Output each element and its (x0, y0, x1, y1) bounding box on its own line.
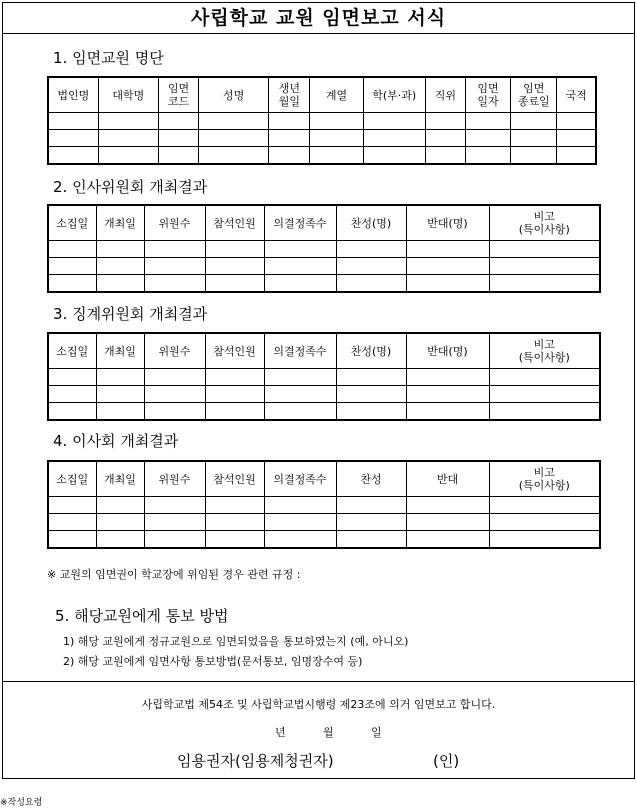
column-header: 학(부·과) (363, 77, 425, 113)
column-header: 비고 (특이사항) (489, 333, 600, 369)
column-header: 찬성 (336, 461, 406, 497)
table-row (48, 386, 600, 403)
table-cell[interactable] (363, 147, 425, 165)
notification-item-2: 2) 해당 교원에게 임면사항 통보방법(문서통보, 임명장수여 등) (63, 655, 363, 668)
table-cell[interactable] (144, 241, 205, 258)
table-cell[interactable] (406, 386, 489, 403)
footnote: ※작성요령 (0, 798, 43, 808)
table-cell[interactable] (336, 369, 406, 386)
table-cell[interactable] (264, 497, 336, 514)
table-cell[interactable] (489, 275, 600, 293)
table-cell[interactable] (336, 241, 406, 258)
table-cell[interactable] (48, 130, 98, 147)
table-row (48, 275, 600, 293)
table-cell[interactable] (144, 275, 205, 293)
table-cell[interactable] (336, 497, 406, 514)
column-header: 의결정족수 (264, 205, 336, 241)
table-cell[interactable] (48, 386, 96, 403)
column-header: 생년 월일 (269, 77, 310, 113)
table-cell[interactable] (264, 386, 336, 403)
report-footer (3, 681, 634, 779)
table-cell[interactable] (158, 113, 198, 130)
table-cell[interactable] (489, 403, 600, 421)
table-cell[interactable] (96, 258, 144, 275)
table-cell[interactable] (144, 369, 205, 386)
table-cell[interactable] (336, 514, 406, 531)
table-cell[interactable] (511, 147, 557, 165)
appointer-label: 임용권자(임용제청권자) (177, 752, 334, 770)
table-cell[interactable] (48, 497, 96, 514)
table-cell[interactable] (336, 386, 406, 403)
table-cell[interactable] (406, 275, 489, 293)
table-cell[interactable] (336, 275, 406, 293)
table-cell[interactable] (336, 403, 406, 421)
table-cell[interactable] (310, 147, 363, 165)
table-cell[interactable] (406, 369, 489, 386)
table-cell[interactable] (264, 258, 336, 275)
table-cell[interactable] (425, 113, 465, 130)
table-cell[interactable] (310, 130, 363, 147)
table-row (48, 130, 596, 147)
column-header: 국적 (557, 77, 596, 113)
table-cell[interactable] (557, 147, 596, 165)
table-cell[interactable] (425, 147, 465, 165)
column-header: 의결정족수 (264, 461, 336, 497)
table-row (48, 531, 600, 549)
table-cell[interactable] (199, 113, 269, 130)
table-row (48, 241, 600, 258)
table-cell[interactable] (144, 386, 205, 403)
table-cell[interactable] (96, 531, 144, 549)
table-cell[interactable] (465, 147, 510, 165)
table-cell[interactable] (144, 497, 205, 514)
table-cell[interactable] (98, 113, 158, 130)
table-cell[interactable] (269, 113, 310, 130)
column-header: 법인명 (48, 77, 98, 113)
table-cell[interactable] (48, 369, 96, 386)
section1-heading: 1. 임면교원 명단 (53, 49, 164, 67)
table-cell[interactable] (557, 113, 596, 130)
table-cell[interactable] (205, 403, 264, 421)
table-cell[interactable] (199, 130, 269, 147)
disciplinary-committee-table (47, 332, 601, 421)
personnel-committee-table (47, 204, 601, 293)
column-header: 의결정족수 (264, 333, 336, 369)
seal-label: (인) (433, 752, 460, 770)
column-header: 소집일 (48, 333, 96, 369)
table-cell[interactable] (425, 130, 465, 147)
table-cell[interactable] (406, 258, 489, 275)
table-cell[interactable] (511, 130, 557, 147)
table-cell[interactable] (511, 113, 557, 130)
table-row (48, 147, 596, 165)
table-cell[interactable] (98, 147, 158, 165)
table-cell[interactable] (158, 130, 198, 147)
table-cell[interactable] (205, 386, 264, 403)
table-cell[interactable] (144, 531, 205, 549)
column-header: 참석인원 (205, 461, 264, 497)
table-cell[interactable] (406, 514, 489, 531)
notification-item-1: 1) 해당 교원에게 정규교원으로 임면되었음을 통보하였는지 (예, 아니오) (63, 635, 409, 648)
table-cell[interactable] (310, 113, 363, 130)
table-cell[interactable] (336, 258, 406, 275)
table-cell[interactable] (264, 275, 336, 293)
column-header: 참석인원 (205, 205, 264, 241)
form-frame (2, 2, 635, 779)
column-header: 위원수 (144, 205, 205, 241)
table-row (48, 369, 600, 386)
staff-list-table (47, 76, 597, 165)
table-cell[interactable] (205, 369, 264, 386)
table-cell[interactable] (264, 403, 336, 421)
table-row (48, 403, 600, 421)
column-header: 찬성(명) (336, 205, 406, 241)
table-cell[interactable] (489, 369, 600, 386)
table-cell[interactable] (96, 497, 144, 514)
column-header: 계열 (310, 77, 363, 113)
table-cell[interactable] (264, 531, 336, 549)
table-cell[interactable] (205, 531, 264, 549)
section5-heading: 5. 해당교원에게 통보 방법 (55, 607, 229, 625)
date-month: 월 (323, 726, 334, 739)
table-cell[interactable] (363, 130, 425, 147)
column-header: 임면 일자 (465, 77, 510, 113)
column-header: 반대 (406, 461, 489, 497)
table-cell[interactable] (96, 241, 144, 258)
table-cell[interactable] (465, 130, 510, 147)
table-cell[interactable] (269, 130, 310, 147)
table-cell[interactable] (363, 113, 425, 130)
column-header: 임면 코드 (158, 77, 198, 113)
table-cell[interactable] (199, 147, 269, 165)
column-header: 반대(명) (406, 205, 489, 241)
legal-basis-text: 사립학교법 제54조 및 사립학교법시행령 제23조에 의거 임면보고 합니다. (141, 698, 496, 711)
column-header: 직위 (425, 77, 465, 113)
column-header: 개최일 (96, 205, 144, 241)
table-cell[interactable] (336, 531, 406, 549)
table-row (48, 514, 600, 531)
column-header: 비고 (특이사항) (489, 205, 600, 241)
table-cell[interactable] (48, 241, 96, 258)
table-cell[interactable] (96, 369, 144, 386)
board-meeting-table (47, 460, 601, 549)
table-cell[interactable] (158, 147, 198, 165)
table-cell[interactable] (465, 113, 510, 130)
table-cell[interactable] (96, 275, 144, 293)
table-cell[interactable] (48, 147, 98, 165)
table-cell[interactable] (205, 514, 264, 531)
column-header: 임면 종료일 (511, 77, 557, 113)
column-header: 소집일 (48, 205, 96, 241)
table-cell[interactable] (144, 403, 205, 421)
column-header: 위원수 (144, 333, 205, 369)
column-header: 비고 (특이사항) (489, 461, 600, 497)
table-cell[interactable] (489, 386, 600, 403)
table-cell[interactable] (98, 130, 158, 147)
table-cell[interactable] (264, 369, 336, 386)
table-cell[interactable] (406, 403, 489, 421)
column-header: 개최일 (96, 461, 144, 497)
table-cell[interactable] (489, 497, 600, 514)
table-cell[interactable] (489, 514, 600, 531)
table-row (48, 497, 600, 514)
table-cell[interactable] (48, 275, 96, 293)
date-day: 일 (371, 726, 382, 739)
column-header: 위원수 (144, 461, 205, 497)
table-cell[interactable] (48, 531, 96, 549)
column-header: 성명 (199, 77, 269, 113)
column-header: 개최일 (96, 333, 144, 369)
section3-heading: 3. 징계위원회 개최결과 (53, 305, 208, 323)
table-row (48, 113, 596, 130)
section4-heading: 4. 이사회 개최결과 (53, 432, 179, 450)
table-cell[interactable] (48, 258, 96, 275)
column-header: 대학명 (98, 77, 158, 113)
table-cell[interactable] (264, 514, 336, 531)
table-cell[interactable] (489, 241, 600, 258)
table-cell[interactable] (406, 241, 489, 258)
table-cell[interactable] (406, 531, 489, 549)
table-cell[interactable] (264, 241, 336, 258)
table-cell[interactable] (205, 258, 264, 275)
date-year: 년 (275, 726, 286, 739)
section2-heading: 2. 인사위원회 개최결과 (53, 178, 208, 196)
column-header: 찬성(명) (336, 333, 406, 369)
table-cell[interactable] (144, 258, 205, 275)
table-cell[interactable] (48, 403, 96, 421)
form-title: 사립학교 교원 임면보고 서식 (3, 3, 634, 34)
table-cell[interactable] (205, 275, 264, 293)
table-cell[interactable] (96, 514, 144, 531)
table-cell[interactable] (48, 113, 98, 130)
table-cell[interactable] (205, 497, 264, 514)
table-cell[interactable] (96, 386, 144, 403)
table-cell[interactable] (557, 130, 596, 147)
table-cell[interactable] (205, 241, 264, 258)
table-cell[interactable] (406, 497, 489, 514)
table-cell[interactable] (144, 514, 205, 531)
table-row (48, 258, 600, 275)
table-cell[interactable] (489, 258, 600, 275)
column-header: 반대(명) (406, 333, 489, 369)
delegation-note: ※ 교원의 임면권이 학교장에 위임된 경우 관련 규정 : (47, 568, 301, 581)
column-header: 소집일 (48, 461, 96, 497)
table-cell[interactable] (489, 531, 600, 549)
table-cell[interactable] (96, 403, 144, 421)
table-cell[interactable] (269, 147, 310, 165)
table-cell[interactable] (48, 514, 96, 531)
column-header: 참석인원 (205, 333, 264, 369)
